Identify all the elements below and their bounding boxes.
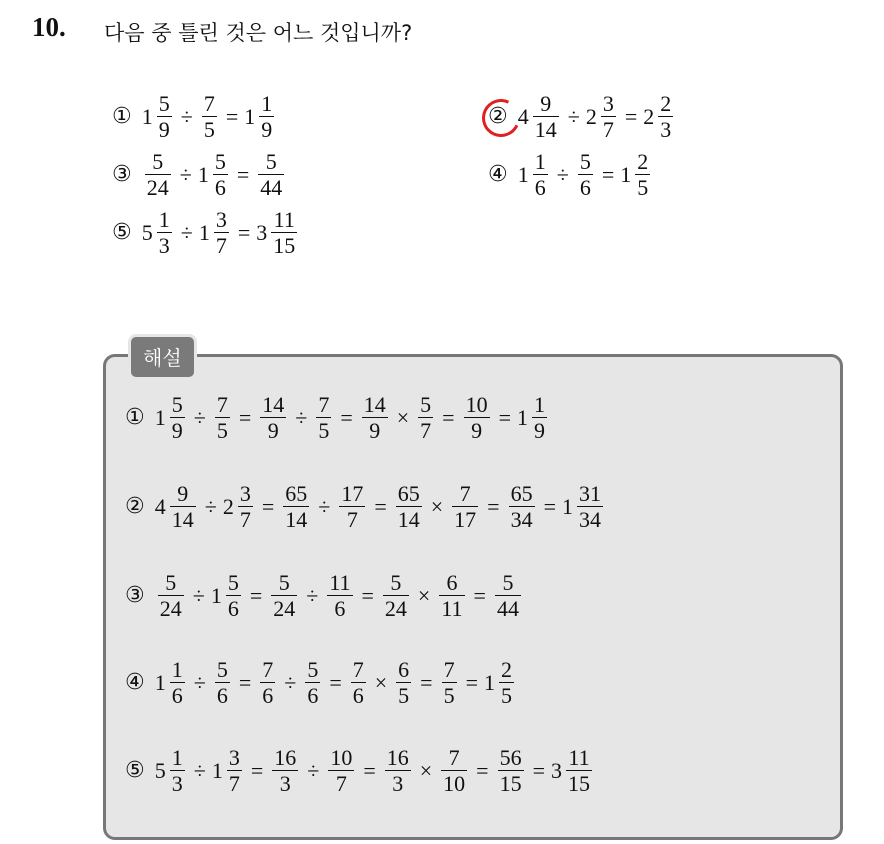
whole-part: 1 [198,219,210,245]
whole-part: 1 [562,493,573,519]
denominator: 3 [158,233,170,259]
whole-part: 1 [141,103,153,129]
numerator: 2 [660,91,672,116]
fraction [260,393,286,442]
operator: ÷ [284,669,297,695]
denominator: 34 [510,507,533,533]
fraction [170,482,196,531]
denominator: 6 [227,596,239,622]
fraction [498,746,524,795]
operator: = [238,669,252,695]
fraction [170,746,185,795]
denominator: 5 [318,418,330,444]
denominator: 6 [262,683,274,709]
numerator: 5 [227,570,239,595]
whole-part: 1 [517,404,528,430]
denominator: 7 [602,117,614,143]
mixed-number [142,92,175,141]
numerator: 2 [501,657,512,682]
operator: = [473,582,486,608]
numerator: 1 [261,91,273,116]
mixed-number [586,92,619,141]
denominator: 3 [279,771,291,797]
denominator: 14 [534,117,557,143]
numerator: 5 [265,149,277,174]
operator: = [543,493,556,519]
fraction [328,746,354,795]
numerator: 14 [363,392,386,417]
whole-part: 4 [154,493,166,519]
whole-part: 3 [551,757,562,783]
operator: = [250,757,264,783]
solution-line-4 [125,658,517,707]
numerator: 3 [239,481,251,506]
fraction [202,92,217,141]
numerator: 1 [171,657,183,682]
operator: = [225,103,239,129]
numerator: 7 [318,392,330,417]
mixed-number [223,482,256,531]
numerator: 7 [443,657,455,682]
operator: = [238,404,252,430]
fraction [157,92,172,141]
mixed-number [244,92,277,141]
fraction [418,393,433,442]
denominator: 34 [579,507,601,533]
denominator: 9 [158,117,170,143]
fraction [157,208,172,257]
solution-number: ⑤ [125,758,145,784]
whole-part: 1 [210,582,222,608]
denominator: 6 [216,683,228,709]
fraction [227,746,242,795]
solution-number: ④ [125,670,145,696]
operator: ÷ [307,757,320,783]
numerator: 56 [499,745,522,770]
numerator: 2 [637,149,649,174]
numerator: 31 [579,481,601,506]
choice-number: ⑤ [112,220,132,246]
operator: = [532,757,545,783]
numerator: 5 [214,149,226,174]
operator: = [329,669,342,695]
numerator: 5 [420,392,432,417]
choice-number: ① [112,104,132,130]
whole-part: 5 [154,757,166,783]
fraction [260,658,275,707]
numerator: 16 [274,745,297,770]
choice-5[interactable] [112,208,300,257]
operator: × [430,493,444,519]
whole-part: 1 [517,161,529,187]
numerator: 3 [215,207,227,232]
numerator: 5 [165,570,177,595]
operator: = [236,161,250,187]
denominator: 3 [660,117,672,143]
operator: ÷ [295,404,308,430]
fraction [213,150,228,199]
explanation-label: 해설 [128,334,197,380]
whole-part: 2 [585,103,597,129]
numerator: 5 [278,570,290,595]
solution-number: ③ [125,583,145,609]
operator: ÷ [193,404,206,430]
operator: × [417,582,431,608]
denominator: 6 [307,683,319,709]
mixed-number [484,658,517,707]
operator: = [340,404,353,430]
numerator: 5 [158,91,170,116]
denominator: 7 [215,233,227,259]
fraction [577,482,603,531]
fraction [214,208,229,257]
choice-number: ③ [112,162,132,188]
operator: = [498,404,511,430]
numerator: 7 [203,91,215,116]
numerator: 65 [510,481,533,506]
denominator: 9 [261,117,273,143]
operator: × [419,757,433,783]
fraction [533,150,548,199]
fraction [396,482,422,531]
fraction [509,482,535,531]
whole-part: 1 [154,669,166,695]
fraction [283,482,309,531]
choice-number: ② [488,104,508,130]
mixed-number [199,208,232,257]
numerator: 7 [262,657,274,682]
numerator: 6 [398,657,410,682]
mixed-number [643,92,676,141]
whole-part: 1 [197,161,209,187]
mixed-number [155,658,188,707]
denominator: 6 [579,175,591,201]
numerator: 10 [330,745,353,770]
whole-part: 1 [154,404,166,430]
numerator: 9 [540,91,552,116]
numerator: 1 [534,149,546,174]
denominator: 9 [369,418,381,444]
denominator: 14 [285,507,308,533]
fraction [464,393,490,442]
denominator: 5 [216,418,228,444]
operator: = [374,493,387,519]
fraction [158,571,184,620]
fraction [327,571,352,620]
mixed-number [212,746,245,795]
whole-part: 3 [256,219,268,245]
fraction [215,658,230,707]
denominator: 7 [420,418,432,444]
denominator: 17 [454,507,477,533]
numerator: 17 [341,481,364,506]
operator: = [249,582,263,608]
fraction [658,92,673,141]
denominator: 9 [534,418,545,444]
choice-3[interactable] [112,150,287,199]
solution-number: ② [125,494,145,520]
operator: ÷ [318,493,331,519]
fraction [533,92,559,141]
numerator: 65 [285,481,308,506]
fraction [259,92,274,141]
mixed-number [142,208,175,257]
fraction [226,571,241,620]
denominator: 3 [392,771,404,797]
denominator: 5 [501,683,512,709]
fraction [258,150,284,199]
numerator: 11 [273,207,295,232]
fraction [396,658,411,707]
numerator: 5 [171,392,183,417]
numerator: 6 [446,570,458,595]
fraction [601,92,616,141]
fraction [170,658,185,707]
operator: ÷ [179,161,192,187]
fraction [238,482,253,531]
numerator: 7 [352,657,364,682]
fraction [578,150,593,199]
operator: = [237,219,251,245]
denominator: 9 [471,418,483,444]
mixed-number [155,482,199,531]
denominator: 15 [568,771,590,797]
denominator: 24 [273,596,296,622]
operator: = [476,757,489,783]
denominator: 24 [146,175,169,201]
whole-part: 2 [643,103,655,129]
denominator: 6 [534,175,546,201]
numerator: 1 [158,207,170,232]
numerator: 7 [459,481,471,506]
fraction [362,393,388,442]
choice-2[interactable] [488,92,676,141]
operator: ÷ [556,161,569,187]
denominator: 6 [171,683,183,709]
fraction [305,658,320,707]
mixed-number [518,92,562,141]
fraction [495,571,521,620]
mixed-number [155,393,188,442]
numerator: 9 [177,481,189,506]
operator: ÷ [180,103,193,129]
denominator: 24 [159,596,182,622]
numerator: 14 [262,392,285,417]
mixed-number [517,393,550,442]
denominator: 9 [267,418,279,444]
mixed-number [620,150,653,199]
numerator: 7 [448,745,460,770]
numerator: 16 [386,745,409,770]
numerator: 3 [602,91,614,116]
fraction [215,393,230,442]
numerator: 5 [502,570,514,595]
operator: ÷ [204,493,217,519]
numerator: 1 [171,745,183,770]
denominator: 7 [228,771,240,797]
mixed-number [256,208,300,257]
operator: × [396,404,410,430]
denominator: 5 [637,175,649,201]
numerator: 5 [579,149,591,174]
operator: = [363,757,376,783]
fraction [339,482,365,531]
fraction [383,571,409,620]
mixed-number [155,746,188,795]
denominator: 44 [260,175,283,201]
whole-part: 1 [211,757,223,783]
operator: = [442,404,455,430]
fraction [566,746,592,795]
whole-part: 1 [244,103,256,129]
mixed-number [198,150,231,199]
operator: ÷ [193,757,206,783]
numerator: 1 [534,392,545,417]
whole-part: 1 [484,669,495,695]
denominator: 7 [335,771,347,797]
choice-1[interactable] [112,92,277,141]
denominator: 7 [239,507,251,533]
denominator: 5 [443,683,455,709]
fraction [635,150,650,199]
numerator: 5 [390,570,402,595]
operator: = [361,582,374,608]
denominator: 11 [441,596,463,622]
operator: = [261,493,275,519]
denominator: 15 [499,771,522,797]
solution-number: ① [125,405,145,431]
fraction [316,393,331,442]
fraction [170,393,185,442]
denominator: 6 [214,175,226,201]
operator: ÷ [193,669,206,695]
solution-line-1 [125,393,550,442]
whole-part: 2 [222,493,234,519]
fraction [442,658,457,707]
denominator: 3 [171,771,183,797]
mixed-number [211,571,244,620]
whole-part: 4 [517,103,529,129]
denominator: 6 [334,596,346,622]
whole-part: 5 [141,219,153,245]
denominator: 10 [443,771,466,797]
fraction [499,658,514,707]
choice-4[interactable] [488,150,653,199]
numerator: 5 [216,657,228,682]
denominator: 5 [398,683,410,709]
mixed-number [551,746,595,795]
operator: = [487,493,500,519]
fraction [271,208,297,257]
operator: ÷ [306,582,319,608]
denominator: 15 [273,233,296,259]
operator: ÷ [567,103,580,129]
mixed-number [562,482,606,531]
denominator: 9 [171,418,183,444]
numerator: 11 [568,745,590,770]
denominator: 44 [496,596,519,622]
denominator: 5 [203,117,215,143]
numerator: 7 [216,392,228,417]
question-text: 다음 중 틀린 것은 어느 것입니까? [104,21,413,45]
operator: = [420,669,433,695]
fraction [271,571,297,620]
numerator: 5 [152,149,164,174]
denominator: 24 [384,596,407,622]
numerator: 3 [228,745,240,770]
numerator: 5 [307,657,319,682]
fraction [351,658,366,707]
mixed-number [518,150,551,199]
operator: ÷ [180,219,193,245]
fraction [439,571,464,620]
question-number: 10. [32,12,66,42]
fraction [272,746,298,795]
solution-line-5 [125,746,595,795]
operator: × [374,669,388,695]
fraction [145,150,171,199]
whole-part: 1 [620,161,632,187]
fraction [532,393,547,442]
numerator: 65 [397,481,420,506]
operator: ÷ [192,582,205,608]
numerator: 10 [465,392,488,417]
operator: = [465,669,478,695]
fraction [441,746,467,795]
operator: = [624,103,638,129]
solution-line-2 [125,482,606,531]
fraction [385,746,411,795]
denominator: 14 [397,507,420,533]
denominator: 7 [346,507,358,533]
fraction [452,482,478,531]
choice-number: ④ [488,162,508,188]
solution-line-3 [125,571,524,620]
numerator: 11 [329,570,351,595]
operator: = [601,161,615,187]
denominator: 6 [352,683,364,709]
denominator: 14 [171,507,194,533]
